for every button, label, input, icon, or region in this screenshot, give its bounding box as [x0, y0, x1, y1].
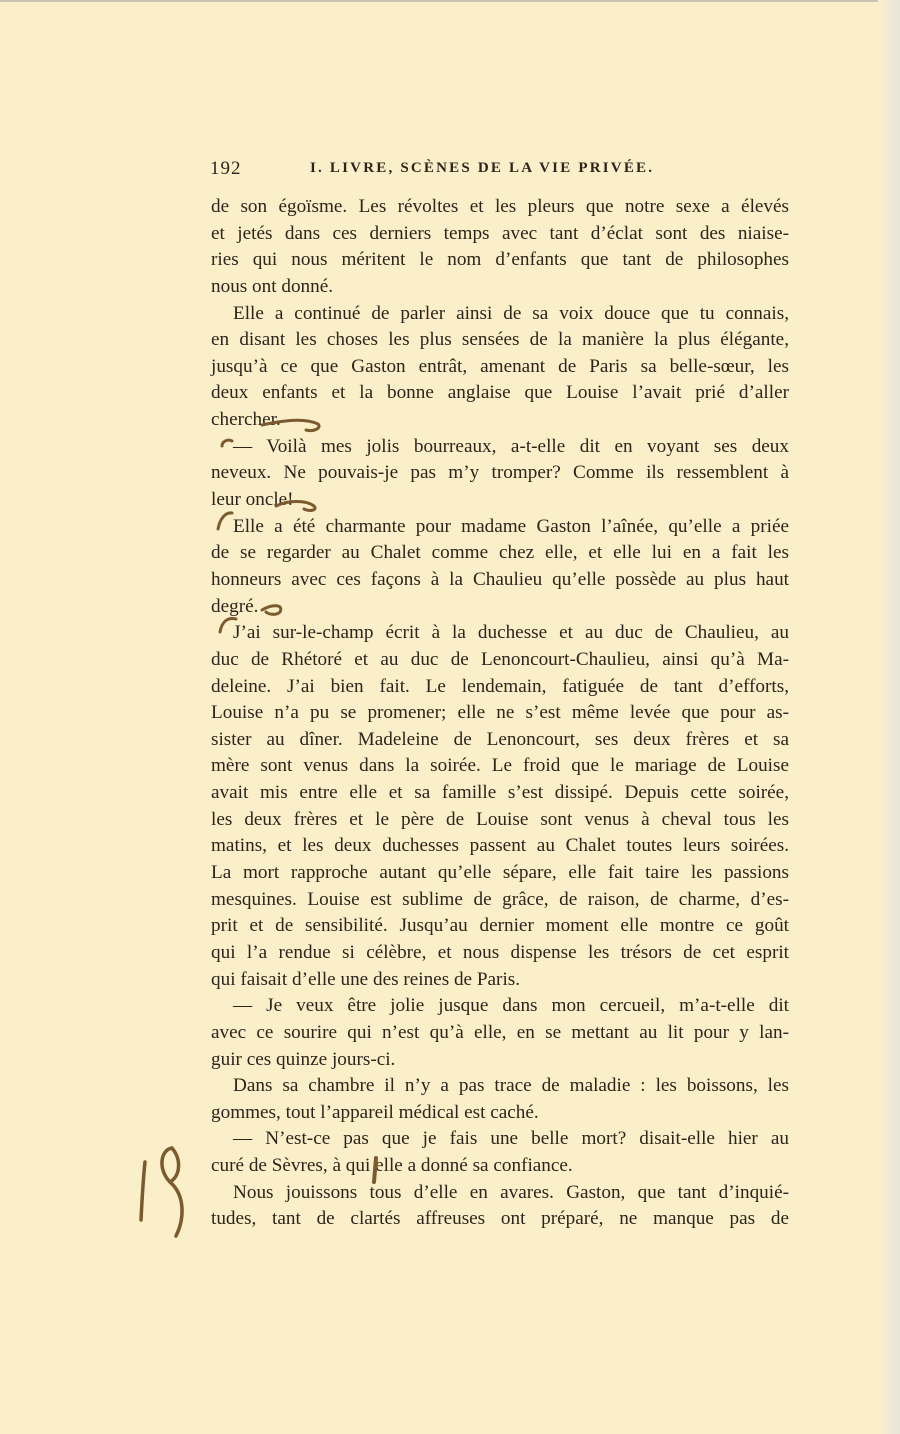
text-line: degré. — [211, 595, 259, 617]
text-line: curé de Sèvres, à qui elle a donné sa confiance. — [211, 1155, 573, 1177]
text-line: qui faisait d’elle une des reines de Paris. — [211, 968, 521, 990]
text-line: les deux frères et le père de Louise sont venus à cheval tous les — [211, 808, 789, 830]
page-header — [210, 158, 790, 184]
text-line: — N’est-ce pas que je fais une belle mort? disait-elle hier au — [233, 1128, 789, 1150]
text-line: La mort rapproche autant qu’elle sépare, elle fait taire les passions — [211, 862, 789, 884]
text-line: mesquines. Louise est sublime de grâce, de raison, de charme, d’es- — [211, 888, 789, 910]
paragraph — [211, 301, 789, 434]
text-line: de son égoïsme. Les révoltes et les pleurs que notre sexe a élevés — [211, 196, 789, 217]
paragraph — [211, 434, 789, 514]
text-line: et jetés dans ces derniers temps avec tant d’éclat sont des niaise- — [211, 222, 789, 244]
text-line: Elle a continué de parler ainsi de sa voix douce que tu connais, — [233, 302, 789, 324]
running-title: I. LIVRE, SCÈNES DE LA VIE PRIVÉE. — [310, 160, 655, 176]
text-line: gommes, tout l’appareil médical est caché. — [211, 1101, 539, 1123]
text-line: J’ai sur-le-champ écrit à la duchesse et au duc de Chaulieu, au — [233, 622, 789, 644]
text-line: sister au dîner. Madeleine de Lenoncourt, ses deux frères et sa — [211, 728, 789, 750]
paragraph — [211, 194, 789, 301]
text-line: — Je veux être jolie jusque dans mon cercueil, m’a-t-elle dit — [233, 995, 789, 1017]
text-line: ries qui nous méritent le nom d’enfants que tant de philosophes — [211, 249, 789, 271]
text-line: de se regarder au Chalet comme chez elle, et elle lui en a fait les — [211, 542, 789, 564]
text-line: neveux. Ne pouvais-je pas m’y tromper? Comme ils ressemblent à — [211, 462, 789, 484]
text-line: Elle a été charmante pour madame Gaston l’aînée, qu’elle a priée — [233, 515, 789, 537]
paragraph — [211, 620, 789, 993]
paragraph — [211, 1073, 789, 1126]
text-line: guir ces quinze jours-ci. — [211, 1048, 396, 1070]
page-body — [211, 194, 789, 1233]
text-line: deleine. J’ai bien fait. Le lendemain, fatiguée de tant d’efforts, — [211, 675, 789, 697]
text-line: en disant les choses les plus sensées de la manière la plus élégante, — [211, 329, 789, 351]
text-line: prit et de sensibilité. Jusqu’au dernier moment elle montre ce goût — [211, 915, 789, 937]
text-line: tudes, tant de clartés affreuses ont préparé, ne manque pas de — [211, 1208, 789, 1230]
text-line: duc de Rhétoré et au duc de Lenoncourt-Chaulieu, ainsi qu’à Ma- — [211, 648, 789, 670]
margin-note-18 — [141, 1148, 182, 1236]
text-line: Dans sa chambre il n’y a pas trace de maladie : les boissons, les — [233, 1075, 789, 1097]
text-line: avec ce sourire qui n’est qu’à elle, en se mettant au lit pour y lan- — [211, 1021, 789, 1043]
text-line: avait mis entre elle et sa famille s’est dissipé. Depuis cette soirée, — [211, 782, 789, 804]
text-line: mère sont venus dans la soirée. Le froid que le mariage de Louise — [211, 755, 789, 777]
page-number: 192 — [210, 158, 242, 179]
paragraph — [211, 993, 789, 1073]
text-line: — Voilà mes jolis bourreaux, a-t-elle dit en voyant ses deux — [233, 435, 789, 457]
paragraph — [211, 1180, 789, 1233]
text-line: honneurs avec ces façons à la Chaulieu qu’elle possède au plus haut — [211, 568, 789, 590]
text-line: nous ont donné. — [211, 275, 334, 297]
text-line: qui l’a rendue si célèbre, et nous dispense les trésors de cet esprit — [211, 941, 789, 963]
page-edge — [878, 0, 900, 1434]
text-line: Louise n’a pu se promener; elle ne s’est même levée que pour as- — [211, 702, 789, 724]
text-line: chercher. — [211, 409, 281, 431]
text-line: Nous jouissons tous d’elle en avares. Gaston, que tant d’inquié- — [233, 1181, 789, 1203]
scan-top-border — [0, 0, 900, 2]
text-line: matins, et les deux duchesses passent au Chalet toutes leurs soirées. — [211, 835, 789, 857]
text-line: jusqu’à ce que Gaston entrât, amenant de Paris sa belle-sœur, les — [211, 355, 789, 377]
text-line: deux enfants et la bonne anglaise que Louise l’avait prié d’aller — [211, 382, 789, 404]
paragraph — [211, 1126, 789, 1179]
text-line: leur oncle! — [211, 489, 294, 511]
paragraph — [211, 514, 789, 621]
